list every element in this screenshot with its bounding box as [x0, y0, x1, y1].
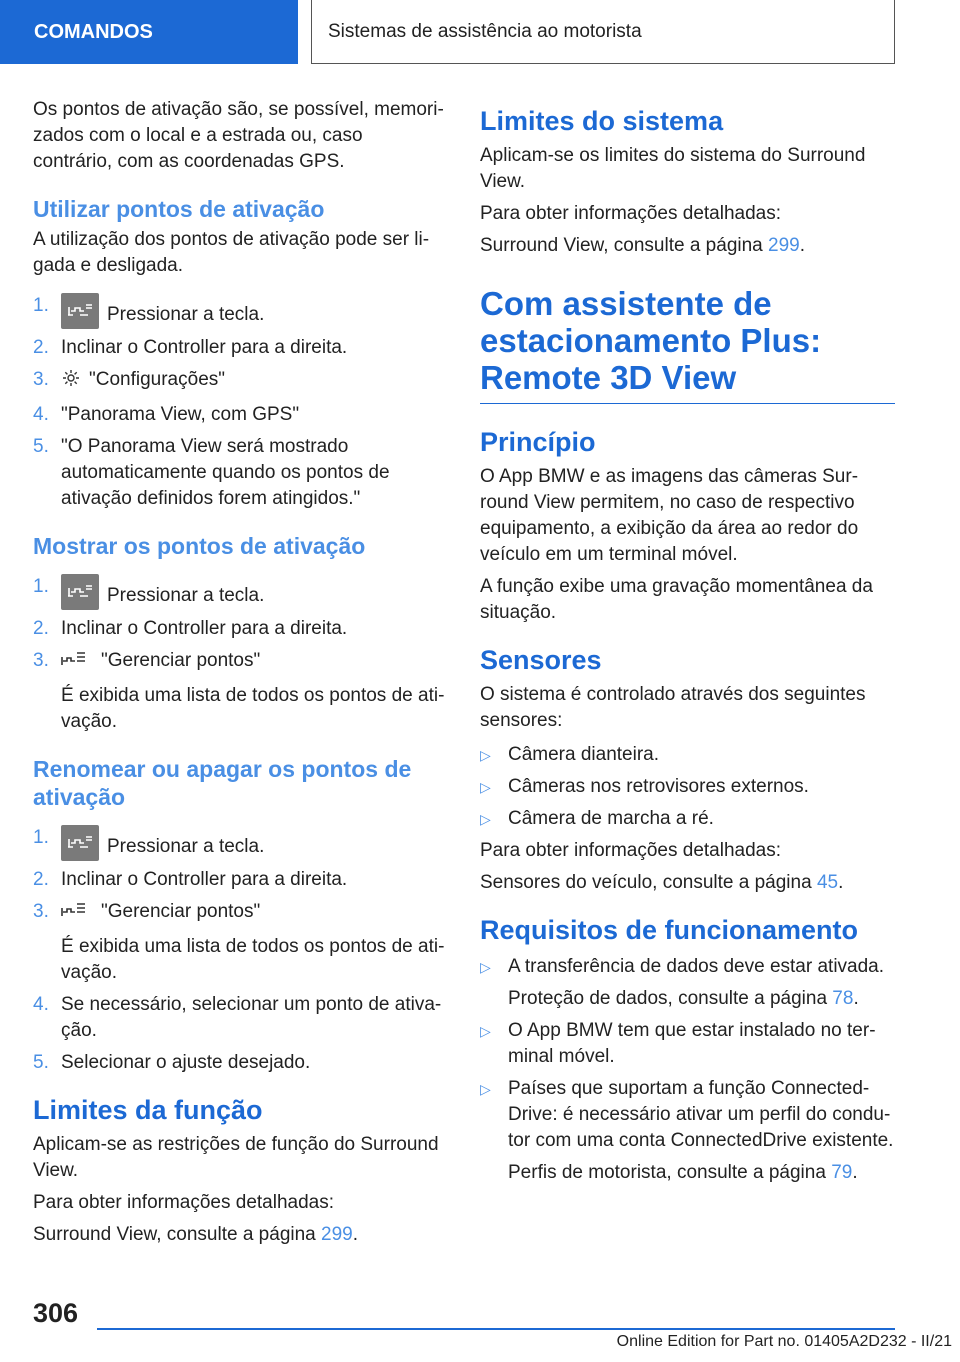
list-item	[33, 402, 445, 428]
bullet-ref	[508, 1160, 895, 1186]
page-link[interactable]: 299	[768, 235, 800, 256]
ref-end: .	[352, 1224, 358, 1245]
camera-key-icon	[61, 825, 99, 861]
step-number: 5.	[33, 1052, 49, 1073]
list-item	[33, 616, 445, 642]
principle-text-2: A função exibe uma gravação momentânea da situação.	[480, 576, 873, 623]
list-item	[33, 1050, 445, 1076]
system-limits-text: Aplicam-se os limites do sistema do Surround View.	[480, 145, 866, 192]
list-item	[480, 954, 895, 1012]
gear-icon	[61, 368, 81, 396]
bullet-text: Câmeras nos retrovisores externos.	[508, 776, 809, 797]
intro-text: Os pontos de ativação são, se possível, memorizados com o local e a estrada ou, caso contrário, com as coordenadas GPS.	[33, 99, 444, 172]
function-limits-more: Para obter informações detalhadas:	[33, 1192, 335, 1213]
list-item	[33, 648, 445, 735]
list-item	[33, 825, 445, 861]
step-number: 1.	[33, 827, 49, 848]
step-number: 1.	[33, 576, 49, 597]
list-item	[33, 293, 445, 329]
ref-text: Surround View, consulte a página	[480, 235, 769, 256]
step-subtext: É exibida uma lista de todos os pontos de ativação.	[61, 936, 445, 983]
requirements-list	[480, 954, 895, 1186]
camera-list-icon	[61, 649, 93, 677]
page-link[interactable]: 78	[832, 988, 854, 1009]
heading-principle: Princípio	[480, 427, 596, 457]
header-chapter-label: Sistemas de assistência ao motorista	[328, 20, 642, 42]
step-text: "O Panorama View será mostrado automaticamente quando os pontos de ativação definidos forem atingidos."	[61, 436, 390, 509]
bullet-text: Países que suportam a função ConnectedDrive: é necessário ativar um perfil do condutor com uma conta ConnectedDrive existente.	[508, 1078, 894, 1151]
step-number: 4.	[33, 404, 49, 425]
rename-points-steps	[33, 825, 445, 1076]
list-item	[33, 434, 445, 512]
system-limits-more: Para obter informações detalhadas:	[480, 203, 782, 224]
function-limits-text: Aplicam-se as restrições de função do Surround View.	[33, 1134, 439, 1181]
footer-edition: Online Edition for Part no. 01405A2D232 - II/21	[616, 1333, 952, 1350]
bullet-ref	[508, 986, 895, 1012]
header-chapter	[311, 0, 895, 64]
ref-text: Proteção de dados, consulte a página	[508, 988, 833, 1009]
ref-text: Sensores do veículo, consulte a página	[480, 872, 817, 893]
heading-remote-3d-view: Com assistente de estacionamento Plus: Remote 3D View	[480, 285, 895, 404]
header-section-label: COMANDOS	[34, 20, 153, 43]
footer-divider	[97, 1328, 895, 1330]
list-item	[480, 774, 895, 800]
step-number: 3.	[33, 901, 49, 922]
step-text: "Gerenciar pontos"	[101, 650, 261, 671]
left-column	[33, 97, 445, 1254]
step-text: "Panorama View, com GPS"	[61, 404, 300, 425]
sensors-text: O sistema é controlado através dos seguintes sensores:	[480, 684, 866, 731]
camera-key-icon	[61, 574, 99, 610]
step-text: Inclinar o Controller para a direita.	[61, 618, 348, 639]
step-number: 5.	[33, 436, 49, 457]
triangle-bullet-icon: ▷	[480, 779, 491, 795]
list-item	[33, 335, 445, 361]
step-text: Inclinar o Controller para a direita.	[61, 869, 348, 890]
ref-end: .	[852, 1162, 858, 1183]
list-item	[33, 574, 445, 610]
step-number: 2.	[33, 869, 49, 890]
header-section	[0, 0, 298, 64]
heading-requirements: Requisitos de funcionamento	[480, 915, 859, 945]
step-text: Selecionar o ajuste desejado.	[61, 1052, 311, 1073]
step-number: 3.	[33, 369, 49, 390]
step-text: Pressionar a tecla.	[107, 585, 265, 606]
camera-key-icon	[61, 293, 99, 329]
list-item	[33, 867, 445, 893]
list-item	[33, 367, 445, 396]
step-text: Pressionar a tecla.	[107, 304, 265, 325]
step-text: Pressionar a tecla.	[107, 836, 265, 857]
step-number: 3.	[33, 650, 49, 671]
step-number: 2.	[33, 618, 49, 639]
ref-text: Perfis de motorista, consulte a página	[508, 1162, 832, 1183]
triangle-bullet-icon: ▷	[480, 1023, 491, 1039]
bullet-text: Câmera de marcha a ré.	[508, 808, 714, 829]
list-item	[480, 742, 895, 768]
heading-system-limits: Limites do sistema	[480, 106, 724, 136]
heading-function-limits: Limites da função	[33, 1095, 263, 1125]
list-item	[480, 1018, 895, 1070]
page-number: 306	[33, 1298, 79, 1328]
show-points-steps	[33, 574, 445, 735]
use-points-steps	[33, 293, 445, 512]
right-column	[480, 97, 895, 1198]
list-item	[480, 1076, 895, 1186]
list-item	[33, 899, 445, 986]
camera-list-icon	[61, 900, 93, 928]
page-link[interactable]: 45	[816, 872, 839, 893]
bullet-text: A transferência de dados deve estar ativada.	[508, 956, 885, 977]
sensors-more: Para obter informações detalhadas:	[480, 840, 782, 861]
ref-end: .	[853, 988, 859, 1009]
ref-text: Surround View, consulte a página	[33, 1224, 322, 1245]
function-limits-ref	[33, 1222, 445, 1248]
step-text: Se necessário, selecionar um ponto de ativação.	[61, 994, 442, 1041]
list-item	[480, 806, 895, 832]
step-number: 1.	[33, 295, 49, 316]
triangle-bullet-icon: ▷	[480, 811, 491, 827]
step-text: "Gerenciar pontos"	[101, 901, 261, 922]
ref-end: .	[799, 235, 805, 256]
system-limits-ref	[480, 233, 895, 259]
step-subtext: É exibida uma lista de todos os pontos de ativação.	[61, 685, 445, 732]
step-number: 4.	[33, 994, 49, 1015]
page-link[interactable]: 79	[831, 1162, 853, 1183]
triangle-bullet-icon: ▷	[480, 1081, 491, 1097]
step-number: 2.	[33, 337, 49, 358]
use-points-text: A utilização dos pontos de ativação pode ser ligada e desligada.	[33, 229, 430, 276]
sensors-list	[480, 742, 895, 832]
step-text: "Configurações"	[89, 369, 226, 390]
bullet-text: Câmera dianteira.	[508, 744, 660, 765]
ref-end: .	[838, 872, 844, 893]
principle-text-1: O App BMW e as imagens das câmeras Surround View permitem, no caso de respectivo equipamento, a exibição da área ao redor do veículo em um terminal móvel.	[480, 466, 859, 565]
bullet-text: O App BMW tem que estar instalado no terminal móvel.	[508, 1020, 876, 1067]
sensors-ref	[480, 870, 895, 896]
step-text: Inclinar o Controller para a direita.	[61, 337, 348, 358]
heading-use-points: Utilizar pontos de ativação	[33, 196, 325, 222]
heading-show-points: Mostrar os pontos de ativação	[33, 533, 366, 559]
list-item	[33, 992, 445, 1044]
heading-rename-points: Renomear ou apagar os pontos de ativação	[33, 756, 412, 810]
heading-sensors: Sensores	[480, 645, 602, 675]
page-link[interactable]: 299	[321, 1224, 353, 1245]
triangle-bullet-icon: ▷	[480, 747, 491, 763]
triangle-bullet-icon: ▷	[480, 959, 491, 975]
